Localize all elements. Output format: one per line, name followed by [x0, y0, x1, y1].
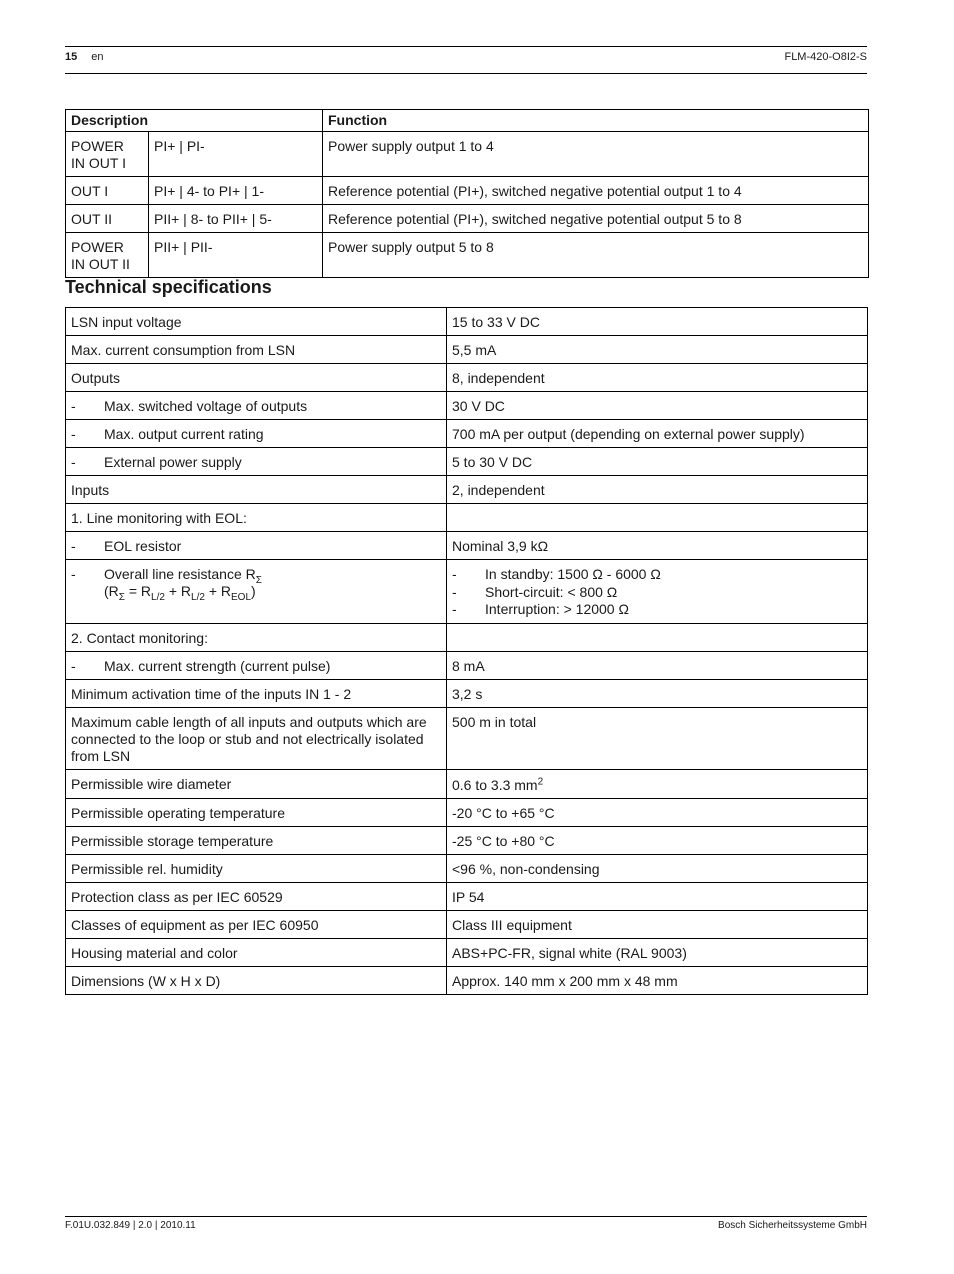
- spec-label-text: Permissible storage temperature: [71, 832, 274, 849]
- spec-row: [66, 826, 868, 854]
- spec-label: [66, 336, 447, 364]
- resistance-item: [452, 584, 861, 602]
- spec-row: [66, 364, 868, 392]
- spec-row: [66, 707, 868, 769]
- dash-marker: -: [452, 583, 457, 600]
- header-left: [65, 51, 104, 63]
- spec-label-text: Classes of equipment as per IEC 60950: [71, 916, 319, 933]
- subscript-sigma: Σ: [255, 574, 262, 586]
- company-name: Bosch Sicherheitssysteme GmbH: [718, 1220, 867, 1231]
- spec-row: [66, 854, 868, 882]
- spec-label: Permissible wire diameter: [66, 769, 447, 798]
- formula-sub-eol: EOL: [231, 591, 252, 603]
- spec-label-text: Overall line resistance R: [104, 566, 256, 582]
- spec-label-text: Outputs: [71, 370, 121, 386]
- spec-label-text: Housing material and color: [71, 944, 238, 961]
- spec-row: [66, 651, 868, 679]
- spec-value: <96 %, non-condensing: [447, 854, 868, 882]
- terminal: PI+ | PI-: [149, 132, 323, 177]
- spec-label: [66, 364, 447, 392]
- table-row: [66, 205, 869, 233]
- spec-label-text: Inputs: [71, 482, 110, 498]
- table-row: [66, 177, 869, 205]
- spec-label-text: Maximum cable length of all inputs and outputs which are connected to the loop or stub and not electrically isolated from LSN: [71, 713, 427, 764]
- spec-value: 8, independent: [447, 364, 868, 392]
- dash-marker: -: [452, 601, 457, 617]
- spec-value: [447, 769, 868, 798]
- connection-name: POWER IN OUT I: [66, 132, 149, 177]
- connection-name: POWER IN OUT II: [66, 233, 149, 278]
- spec-row: [66, 882, 868, 910]
- dash-marker: -: [71, 398, 76, 414]
- function-text: Reference potential (PI+), switched negative potential output 5 to 8: [323, 205, 869, 233]
- connection-table-header: [66, 110, 869, 132]
- dash-marker: -: [452, 566, 457, 582]
- dash-marker: -: [71, 426, 76, 442]
- spec-value: Approx. 140 mm x 200 mm x 48 mm: [447, 966, 868, 994]
- spec-row: [66, 392, 868, 420]
- spec-label: [66, 623, 447, 651]
- spec-label: [66, 476, 447, 504]
- spec-value: 5 to 30 V DC: [447, 448, 868, 476]
- spec-row: [66, 448, 868, 476]
- spec-value: 500 m in total: [447, 707, 868, 769]
- spec-label: [66, 651, 447, 679]
- spec-row: [66, 623, 868, 651]
- spec-label: [66, 420, 447, 448]
- spec-row: [66, 336, 868, 364]
- resistance-item-text: Interruption: > 12000 Ω: [485, 601, 629, 617]
- formula-eq: = R: [124, 583, 152, 599]
- spec-value: 3,2 s: [447, 679, 868, 707]
- spec-value: Class III equipment: [447, 910, 868, 938]
- table-row: [66, 233, 869, 278]
- wire-value: 0.6 to 3.3 mm: [452, 776, 538, 793]
- spec-row: [66, 420, 868, 448]
- spec-value: 700 mA per output (depending on external power supply): [447, 420, 868, 448]
- header-rule-bottom: [65, 73, 867, 74]
- dash-marker: -: [71, 566, 76, 582]
- spec-value: Nominal 3,9 kΩ: [447, 532, 868, 560]
- terminal: PI+ | 4- to PI+ | 1-: [149, 177, 323, 205]
- spec-value: IP 54: [447, 882, 868, 910]
- formula-plus2: + R: [204, 583, 232, 599]
- dash-marker: -: [71, 538, 76, 554]
- spec-label-text: Max. output current rating: [104, 426, 264, 442]
- dash-marker: -: [71, 454, 76, 470]
- spec-label: [66, 798, 447, 826]
- formula-close: ): [251, 583, 256, 599]
- spec-label-text: Max. current consumption from LSN: [71, 342, 296, 358]
- spec-label: [66, 308, 447, 336]
- resistance-item-text: In standby: 1500 Ω - 6000 Ω: [485, 566, 661, 582]
- page-number: 15: [65, 51, 78, 63]
- spec-value: ABS+PC-FR, signal white (RAL 9003): [447, 938, 868, 966]
- function-text: Reference potential (PI+), switched negative potential output 1 to 4: [323, 177, 869, 205]
- product-code: FLM-420-O8I2-S: [784, 51, 867, 63]
- terminal: PII+ | PII-: [149, 233, 323, 278]
- spec-row: [66, 938, 868, 966]
- spec-label: [66, 679, 447, 707]
- formula-sub-l2b: L/2: [191, 591, 205, 603]
- spec-value: 5,5 mA: [447, 336, 868, 364]
- spec-label: [66, 392, 447, 420]
- formula-sub-l2: L/2: [151, 591, 165, 603]
- spec-label-text: Max. current strength (current pulse): [104, 657, 331, 674]
- footer-rule: [65, 1216, 867, 1217]
- resistance-item: [452, 601, 861, 619]
- spec-label-text: Protection class as per IEC 60529: [71, 888, 283, 905]
- spec-label: [66, 560, 447, 624]
- spec-row: [66, 966, 868, 994]
- spec-label: [66, 966, 447, 994]
- spec-label-text: Max. switched voltage of outputs: [104, 398, 308, 414]
- spec-value: 30 V DC: [447, 392, 868, 420]
- spec-label-text: Minimum activation time of the inputs IN 1 - 2: [71, 685, 352, 702]
- spec-label-text: EOL resistor: [104, 538, 182, 554]
- spec-value: 2, independent: [447, 476, 868, 504]
- spec-label-text: Permissible operating temperature: [71, 804, 285, 821]
- spec-label-text: 2. Contact monitoring:: [71, 629, 208, 646]
- formula-plus: + R: [164, 583, 192, 599]
- resistance-formula: [71, 583, 256, 603]
- spec-value: 8 mA: [447, 651, 868, 679]
- spec-label: [66, 504, 447, 532]
- spec-row: [66, 798, 868, 826]
- spec-value: 15 to 33 V DC: [447, 308, 868, 336]
- spec-value: [447, 623, 868, 651]
- spec-label: [66, 882, 447, 910]
- spec-value: -20 °C to +65 °C: [447, 798, 868, 826]
- spec-label-text: Permissible rel. humidity: [71, 860, 223, 877]
- function-text: Power supply output 5 to 8: [323, 233, 869, 278]
- spec-label: [66, 448, 447, 476]
- section-title: Technical specifications: [65, 277, 272, 297]
- spec-value: -25 °C to +80 °C: [447, 826, 868, 854]
- spec-label-text: Dimensions (W x H x D): [71, 972, 221, 989]
- header-function: Function: [323, 110, 869, 132]
- dash-marker: -: [71, 657, 76, 674]
- spec-row: [66, 308, 868, 336]
- spec-label-text: External power supply: [104, 454, 242, 470]
- formula-open: (R: [104, 583, 119, 599]
- spec-label: [66, 532, 447, 560]
- spec-row: [66, 560, 868, 624]
- spec-label: [66, 707, 447, 769]
- spec-label-text: LSN input voltage: [71, 314, 182, 330]
- spec-row: [66, 476, 868, 504]
- spec-label: [66, 826, 447, 854]
- spec-label-text: 1. Line monitoring with EOL:: [71, 510, 247, 526]
- spec-row: [66, 679, 868, 707]
- function-text: Power supply output 1 to 4: [323, 132, 869, 177]
- resistance-item-text: Short-circuit: < 800 Ω: [485, 583, 618, 600]
- formula-sub-sigma: Σ: [118, 591, 125, 603]
- language: en: [91, 51, 104, 63]
- table-row: [66, 132, 869, 177]
- connection-table: [65, 109, 869, 278]
- resistance-item: [452, 566, 861, 584]
- spec-value: [447, 560, 868, 624]
- spec-label: [66, 854, 447, 882]
- terminal: PII+ | 8- to PII+ | 5-: [149, 205, 323, 233]
- connection-name: OUT I: [66, 177, 149, 205]
- specs-table: [65, 307, 868, 995]
- resistance-list: [452, 566, 861, 619]
- doc-reference: F.01U.032.849 | 2.0 | 2010.11: [65, 1220, 196, 1231]
- spec-value: [447, 504, 868, 532]
- spec-row: [66, 504, 868, 532]
- spec-row: [66, 532, 868, 560]
- spec-label: [66, 938, 447, 966]
- connection-name: OUT II: [66, 205, 149, 233]
- spec-label: [66, 910, 447, 938]
- header-rule-top: [65, 46, 867, 47]
- spec-row: [66, 769, 868, 798]
- wire-sup: 2: [537, 775, 544, 787]
- spec-row: [66, 910, 868, 938]
- header-description: Description: [66, 110, 323, 132]
